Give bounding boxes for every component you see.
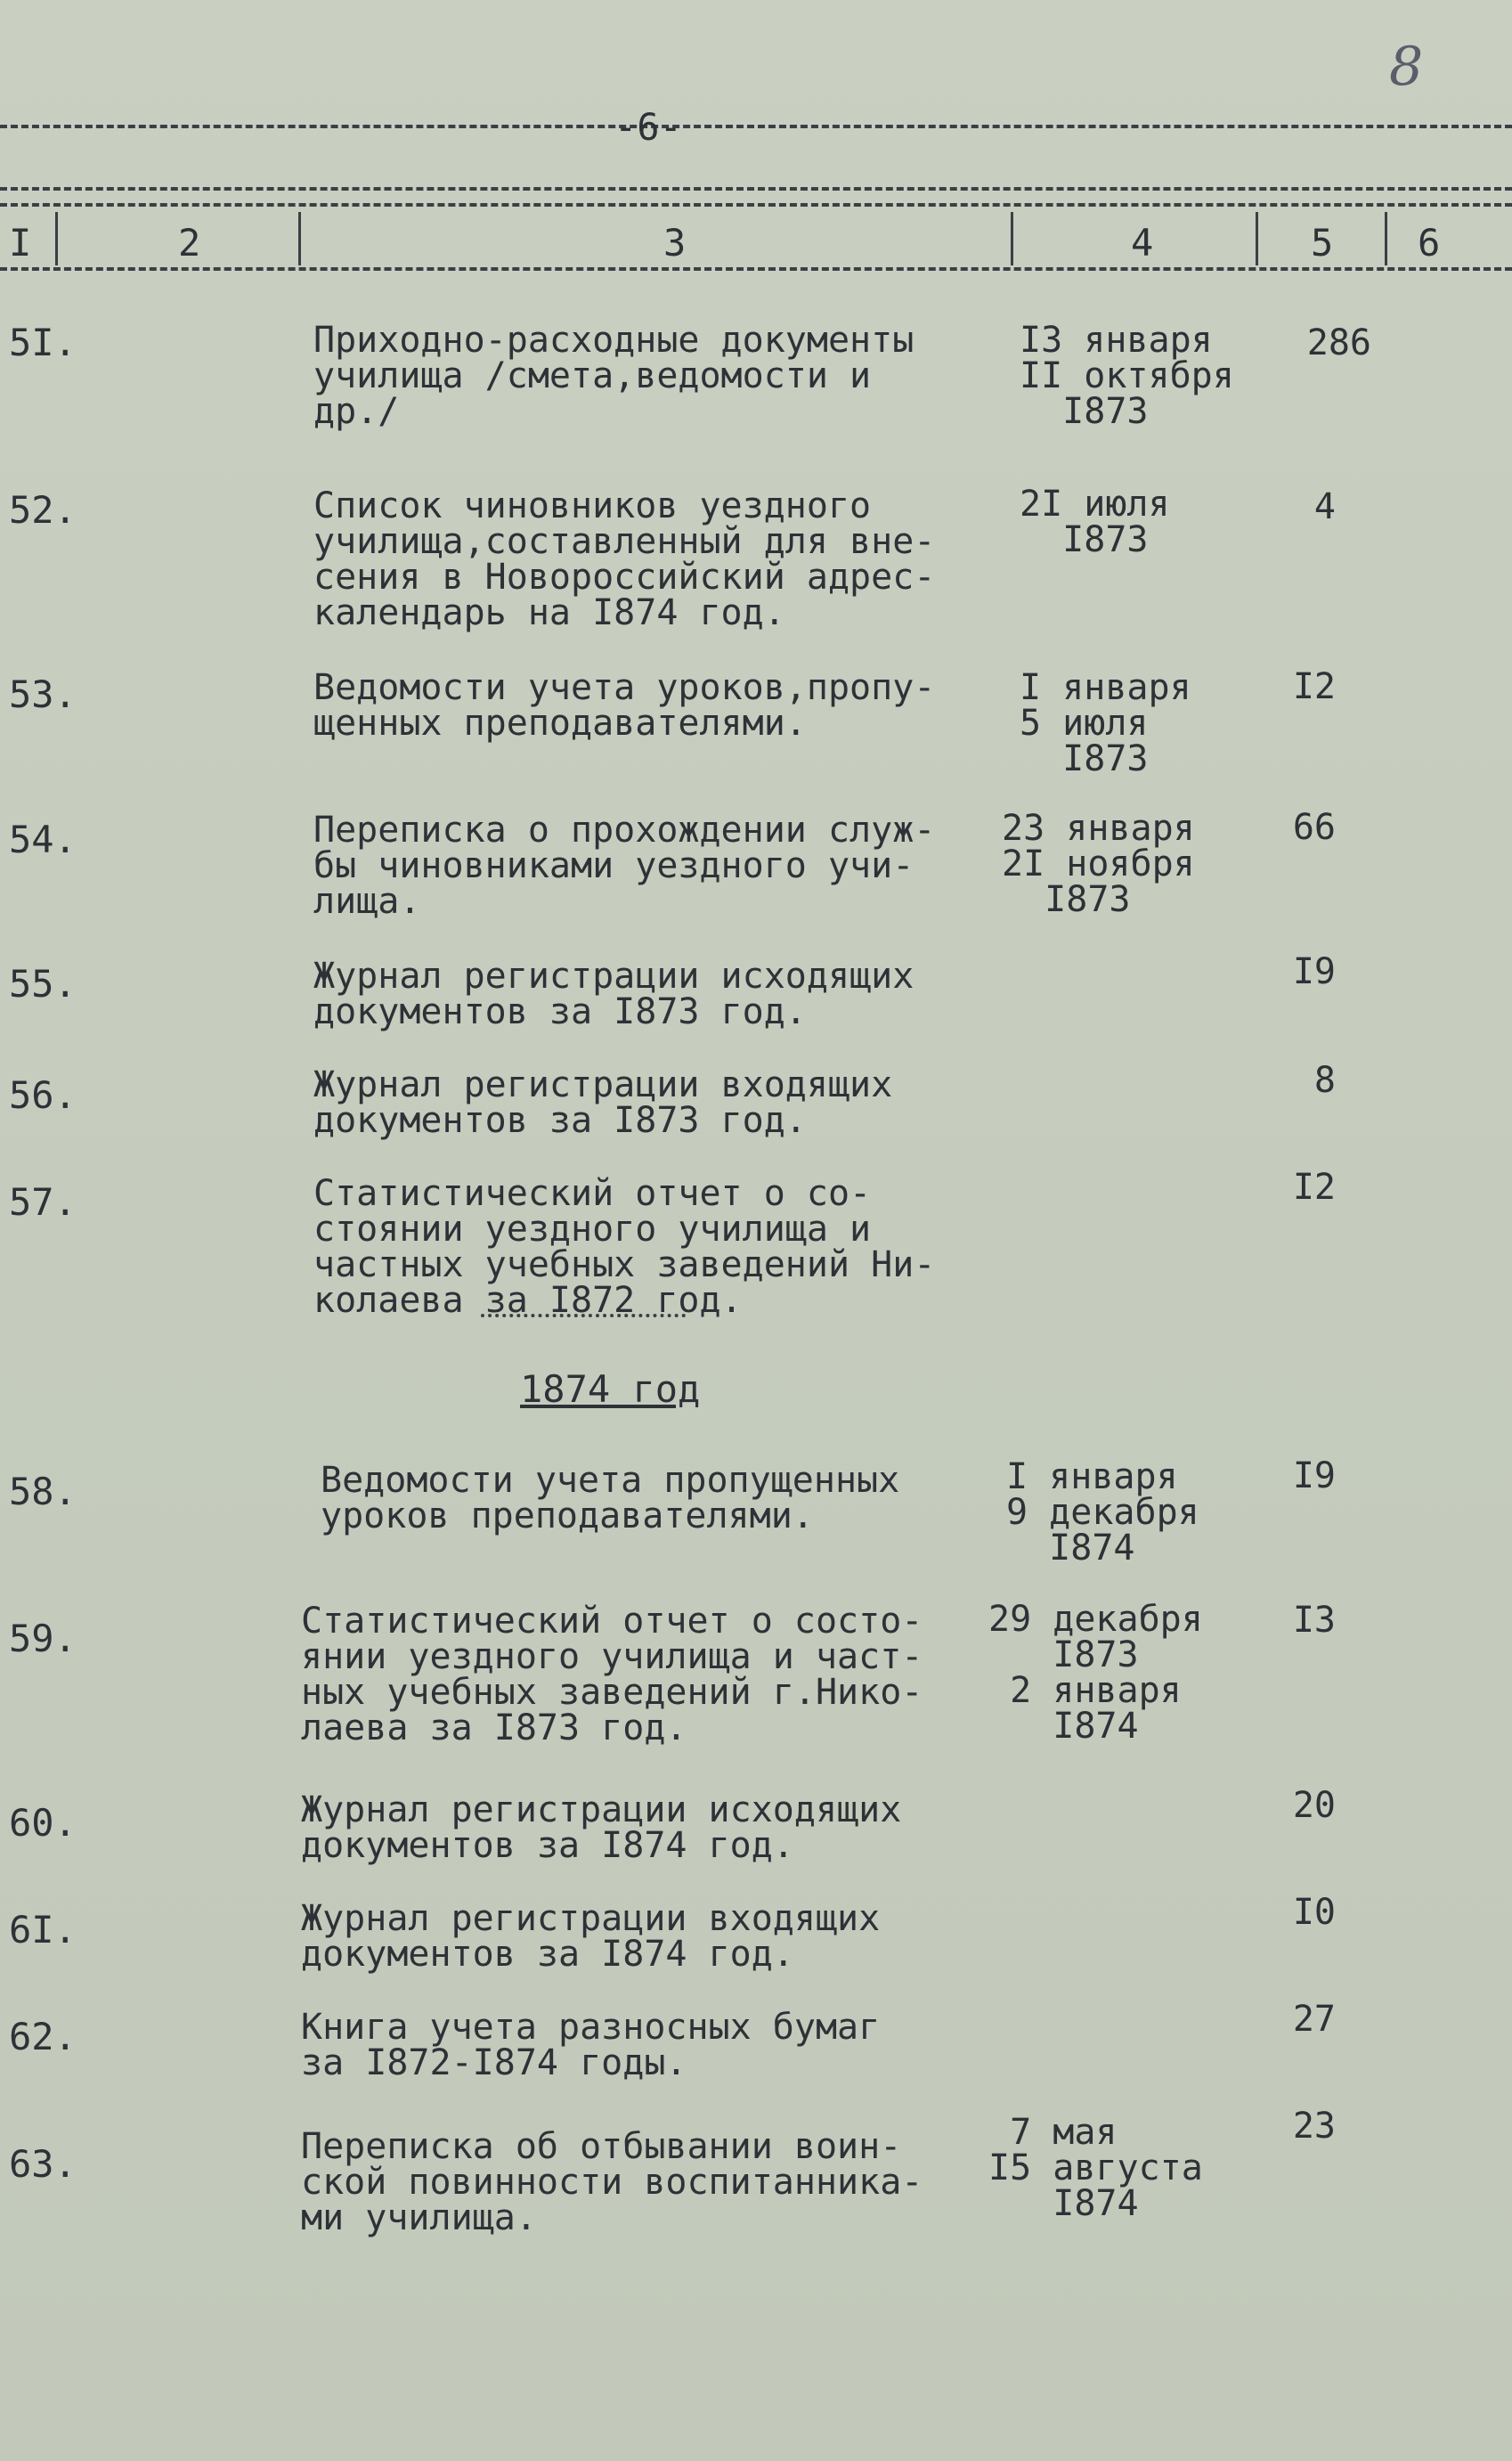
top-dashed-line bbox=[0, 125, 1512, 128]
entry-description: Книга учета разносных бумаг за I872-I874 годы. bbox=[301, 2007, 881, 2083]
entry-sheet-count: I9 bbox=[1292, 1455, 1336, 1496]
entry-number: 6I. bbox=[9, 1908, 77, 1952]
entry-sheet-count: 66 bbox=[1292, 807, 1336, 848]
entry-sheet-count: I9 bbox=[1292, 951, 1336, 992]
header-divider bbox=[1256, 212, 1258, 265]
entry-description: Журнал регистрации входящих документов за I873 год. bbox=[313, 1064, 893, 1141]
header-col-3: 3 bbox=[663, 221, 687, 265]
entry-description: Ведомости учета уроков,пропу- щенных преподавателями. bbox=[313, 667, 936, 744]
header-divider bbox=[55, 212, 58, 265]
entry-description: Переписка об отбывании воин- ской повинности воспитанника- ми училища. bbox=[301, 2126, 923, 2238]
entry-description: Статистический отчет о состо- янии уездного училища и част- ных учебных заведений г.Нико- лаева за I873 год. bbox=[301, 1601, 923, 1748]
entry-number: 5I. bbox=[9, 321, 77, 364]
entry-sheet-count: 27 bbox=[1292, 1999, 1336, 2040]
entry-description: Статистический отчет о со- стоянии уездного училища и частных учебных заведений Ни- колаева за I872 год. bbox=[313, 1173, 936, 1321]
entry-dates: 7 мая I5 августа I874 bbox=[988, 2112, 1203, 2224]
entry-dates: 23 января 2I ноября I873 bbox=[1002, 808, 1195, 920]
entry-number: 60. bbox=[9, 1801, 77, 1845]
entry-sheet-count: 4 bbox=[1313, 486, 1336, 527]
header-rule-top bbox=[0, 187, 1512, 191]
entry-number: 54. bbox=[9, 818, 77, 861]
corner-pencil-mark: 8 bbox=[1389, 36, 1424, 98]
entry-sheet-count: 286 bbox=[1306, 322, 1371, 363]
entry-description: Приходно-расходные документы училища /смета,ведомости и др./ bbox=[313, 320, 915, 432]
entry-sheet-count: I2 bbox=[1292, 1167, 1336, 1208]
entry-number: 53. bbox=[9, 672, 77, 716]
entry-sheet-count: I3 bbox=[1292, 1600, 1336, 1641]
entry-description: Журнал регистрации исходящих документов за I874 год. bbox=[301, 1789, 902, 1866]
entry-number: 58. bbox=[9, 1470, 77, 1513]
entry-description: Журнал регистрации исходящих документов за I873 год. bbox=[313, 956, 915, 1032]
entry-number: 62. bbox=[9, 2015, 77, 2058]
entry-dates: 2I июля I873 bbox=[1020, 484, 1170, 560]
entry-description: Журнал регистрации входящих документов за I874 год. bbox=[301, 1898, 881, 1975]
entry-description: Переписка о прохождении служ- бы чиновниками уездного учи- лища. bbox=[313, 810, 936, 922]
entry-description: Ведомости учета пропущенных уроков преподавателями. bbox=[321, 1460, 900, 1536]
entry-dates: 29 декабря I873 2 января I874 bbox=[988, 1599, 1203, 1747]
header-col-1: I bbox=[9, 221, 32, 265]
entry-sheet-count: I2 bbox=[1292, 666, 1336, 707]
entry-number: 57. bbox=[9, 1180, 77, 1224]
entry-number: 52. bbox=[9, 488, 77, 532]
entry-number: 63. bbox=[9, 2142, 77, 2186]
entry-sheet-count: 8 bbox=[1313, 1060, 1336, 1101]
header-divider bbox=[1011, 212, 1013, 265]
year-heading: 1874 год bbox=[520, 1367, 701, 1411]
entry-description: Список чиновников уездного училища,составленный для вне- сения в Новороссийский адрес- календарь на I874 год. bbox=[313, 485, 936, 633]
entry-dates: I3 января II октября I873 bbox=[1020, 320, 1234, 432]
header-col-6: 6 bbox=[1418, 221, 1441, 265]
header-divider bbox=[1385, 212, 1387, 265]
entry-sheet-count: 20 bbox=[1292, 1785, 1336, 1826]
separator-dots bbox=[481, 1314, 686, 1317]
header-col-5: 5 bbox=[1311, 221, 1334, 265]
header-col-4: 4 bbox=[1131, 221, 1154, 265]
entry-number: 56. bbox=[9, 1073, 77, 1117]
header-rule-top-2 bbox=[0, 203, 1512, 207]
entry-number: 55. bbox=[9, 962, 77, 1006]
header-divider bbox=[298, 212, 301, 265]
header-rule-bottom bbox=[0, 267, 1512, 271]
entry-sheet-count: 23 bbox=[1292, 2106, 1336, 2147]
entry-sheet-count: I0 bbox=[1292, 1892, 1336, 1933]
header-col-2: 2 bbox=[178, 221, 201, 265]
entry-number: 59. bbox=[9, 1617, 77, 1660]
entry-dates: I января 5 июля I873 bbox=[1020, 667, 1191, 779]
page-number: -6- bbox=[614, 105, 682, 149]
entry-dates: I января 9 декабря I874 bbox=[1006, 1456, 1199, 1569]
